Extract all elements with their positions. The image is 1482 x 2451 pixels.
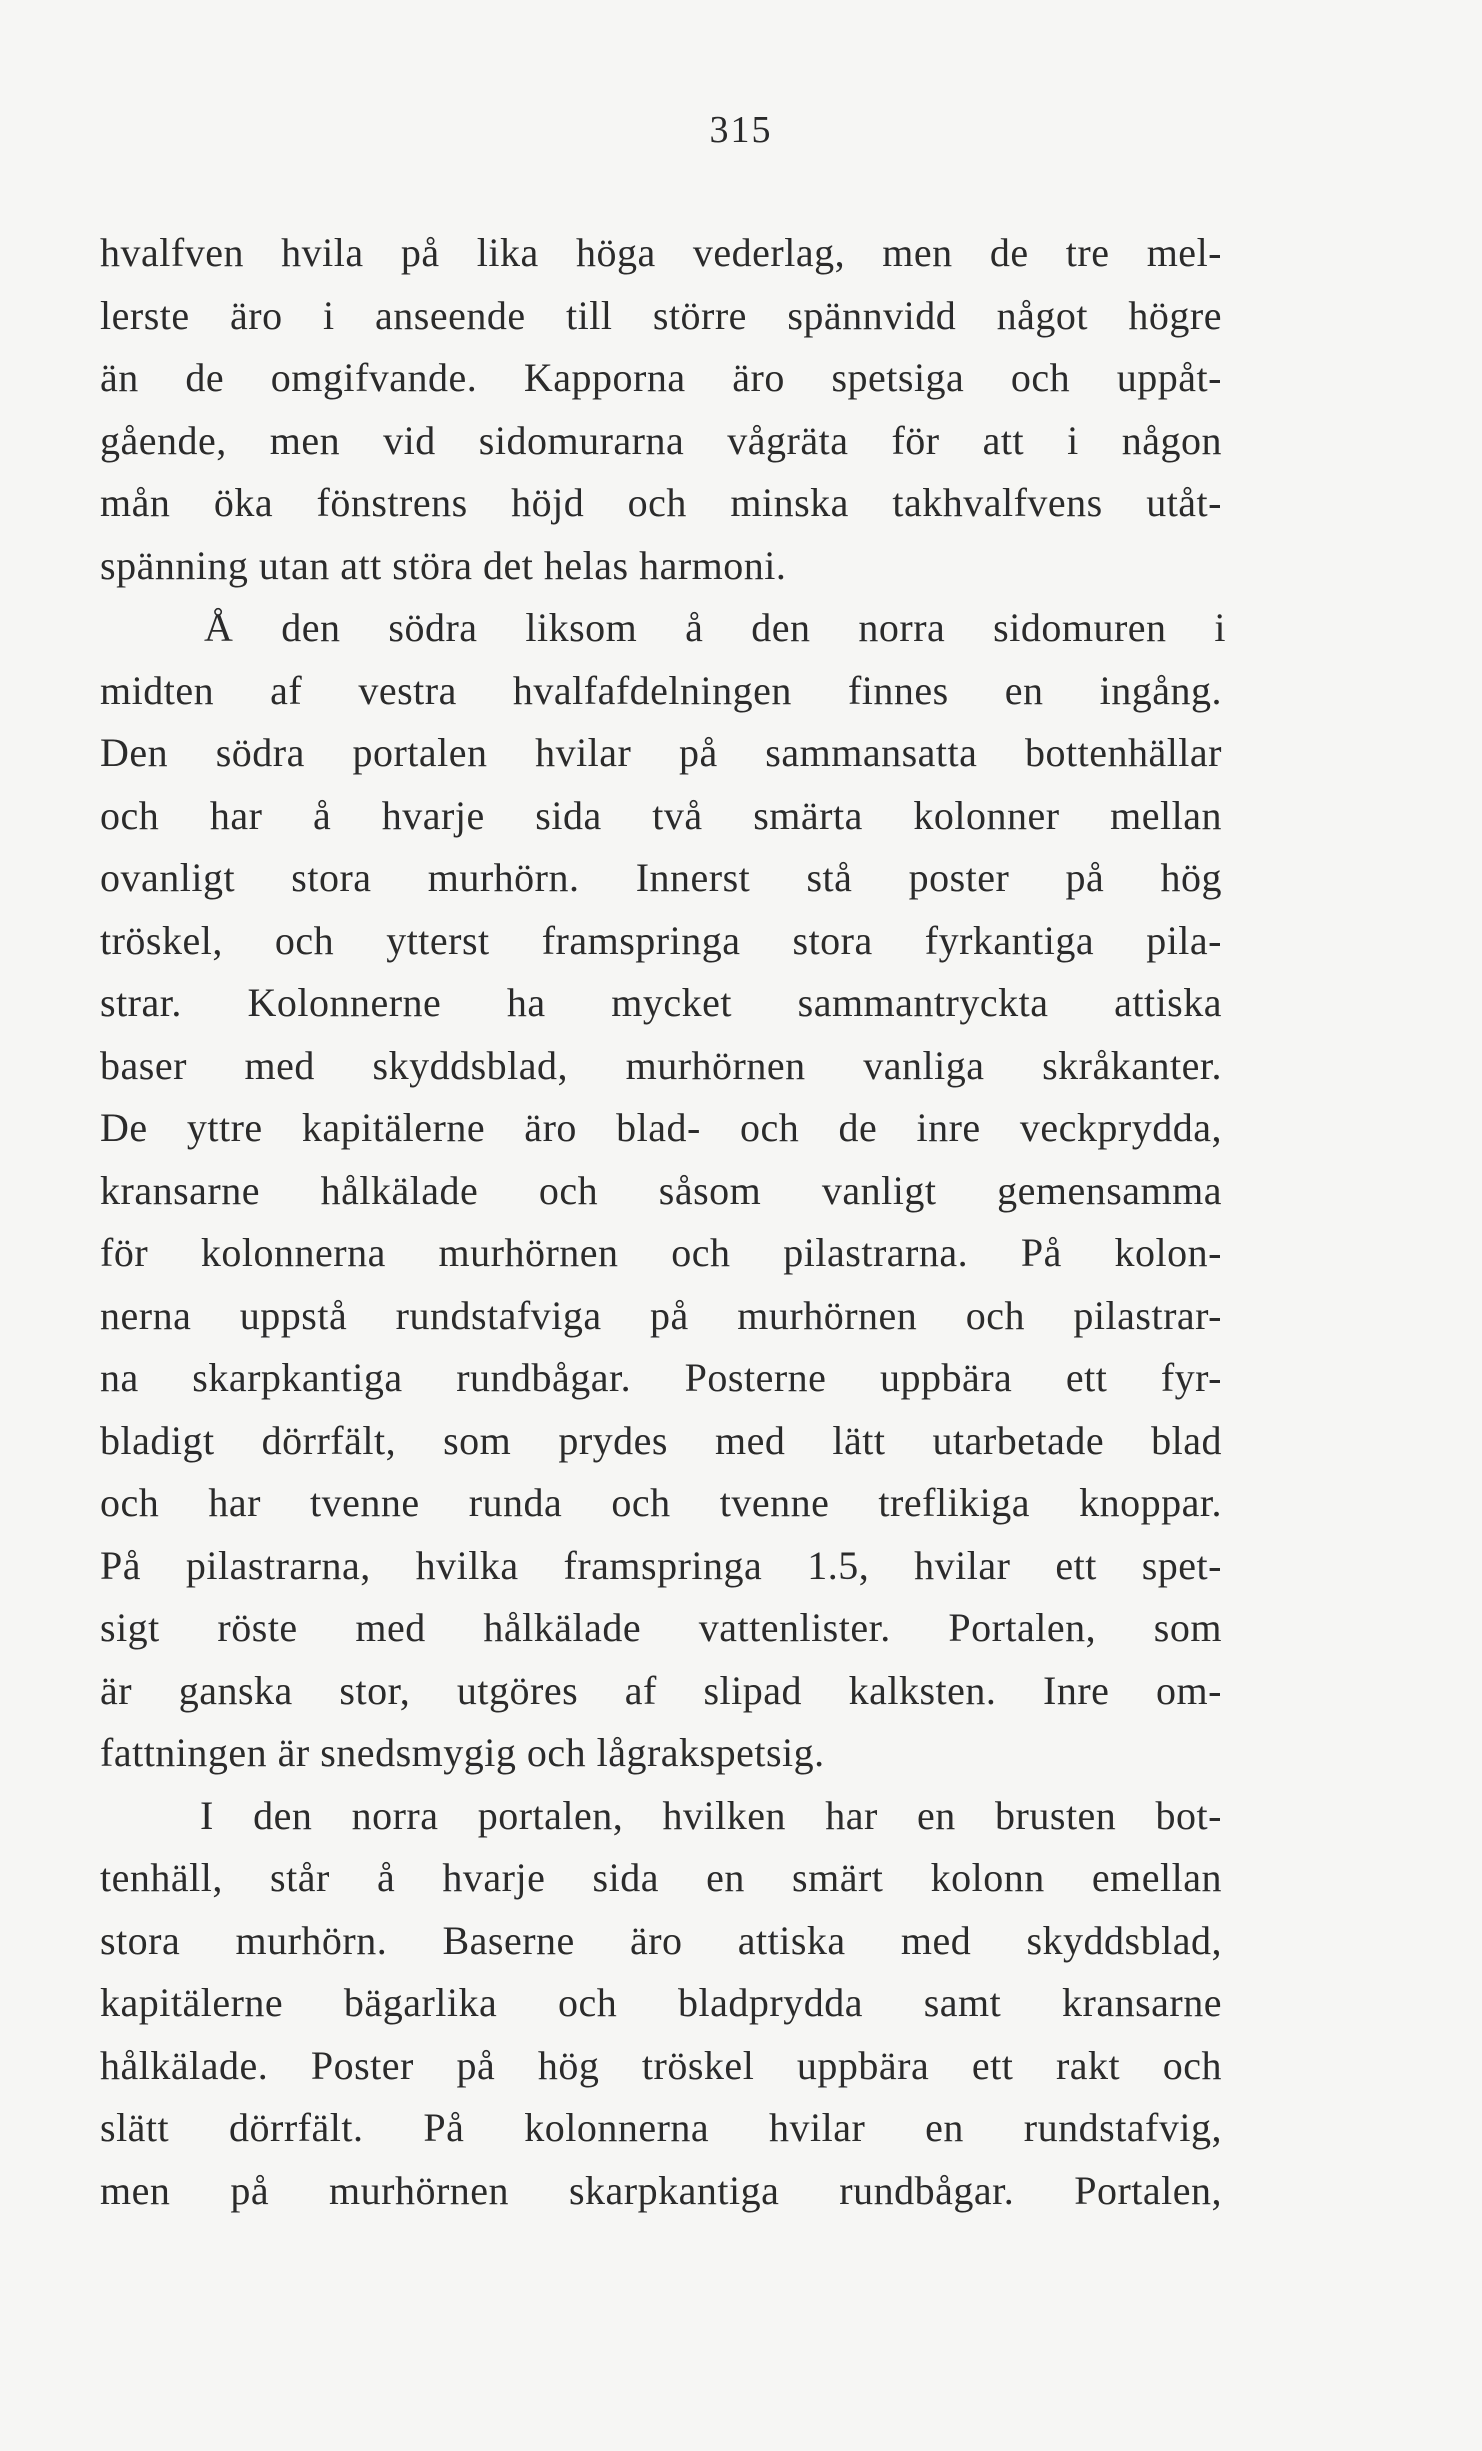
text-line: mån öka fönstrens höjd och minska takhvalfvens utåt- bbox=[100, 480, 1222, 525]
text-line: hålkälade. Poster på hög tröskel uppbära ett rakt och bbox=[100, 2042, 1222, 2088]
text-line: kransarne hålkälade och såsom vanligt gemensamma bbox=[100, 1167, 1222, 1213]
text-line: för kolonnerna murhörnen och pilastrarna. På kolon- bbox=[100, 1230, 1222, 1275]
text-line: hvalfven hvila på lika höga vederlag, men de tre mel- bbox=[100, 230, 1222, 275]
text-line: På pilastrarna, hvilka framspringa 1.5, hvilar ett spet- bbox=[100, 1542, 1222, 1588]
text-line: Å den södra liksom å den norra sidomuren i bbox=[204, 605, 1226, 650]
text-line: De yttre kapitälerne äro blad- och de inre veckprydda, bbox=[100, 1105, 1222, 1150]
text-line: strar. Kolonnerne ha mycket sammantryckta attiska bbox=[100, 980, 1222, 1025]
text-line: är ganska stor, utgöres af slipad kalksten. Inre om- bbox=[100, 1667, 1222, 1713]
text-line: men på murhörnen skarpkantiga rundbågar. Portalen, bbox=[100, 2167, 1222, 2213]
text-line: spänning utan att störa det helas harmoni. bbox=[100, 542, 787, 588]
text-line: fattningen är snedsmygig och lågrakspetsig. bbox=[100, 1730, 825, 1775]
text-line: nerna uppstå rundstafviga på murhörnen och pilastrar- bbox=[100, 1292, 1222, 1338]
text-line: Den södra portalen hvilar på sammansatta bottenhällar bbox=[100, 730, 1222, 775]
text-line: I den norra portalen, hvilken har en brusten bot- bbox=[200, 1792, 1222, 1838]
text-line: sigt röste med hålkälade vattenlister. Portalen, som bbox=[100, 1605, 1222, 1650]
text-line: slätt dörrfält. På kolonnerna hvilar en rundstafvig, bbox=[100, 2105, 1222, 2150]
text-line: tröskel, och ytterst framspringa stora fyrkantiga pila- bbox=[100, 917, 1222, 963]
body-text bbox=[100, 222, 1226, 2222]
page-number: 315 bbox=[709, 109, 773, 151]
text-line: ovanligt stora murhörn. Innerst stå poster på hög bbox=[100, 855, 1222, 900]
text-line: än de omgifvande. Kapporna äro spetsiga och uppåt- bbox=[100, 355, 1222, 400]
text-line: och har tvenne runda och tvenne treflikiga knoppar. bbox=[100, 1480, 1222, 1525]
text-line: bladigt dörrfält, som prydes med lätt utarbetade blad bbox=[100, 1417, 1222, 1463]
text-line: kapitälerne bägarlika och bladprydda samt kransarne bbox=[100, 1980, 1222, 2025]
text-line: baser med skyddsblad, murhörnen vanliga skråkanter. bbox=[100, 1042, 1222, 1088]
text-line: tenhäll, står å hvarje sida en smärt kolonn emellan bbox=[100, 1855, 1222, 1900]
text-line: och har å hvarje sida två smärta kolonner mellan bbox=[100, 792, 1222, 838]
text-line: midten af vestra hvalfafdelningen finnes en ingång. bbox=[100, 667, 1222, 713]
text-line: gående, men vid sidomurarna vågräta för att i någon bbox=[100, 417, 1222, 463]
text-line: stora murhörn. Baserne äro attiska med skyddsblad, bbox=[100, 1917, 1222, 1963]
text-line: lerste äro i anseende till större spännvidd något högre bbox=[100, 292, 1222, 338]
text-line: na skarpkantiga rundbågar. Posterne uppbära ett fyr- bbox=[100, 1355, 1222, 1400]
